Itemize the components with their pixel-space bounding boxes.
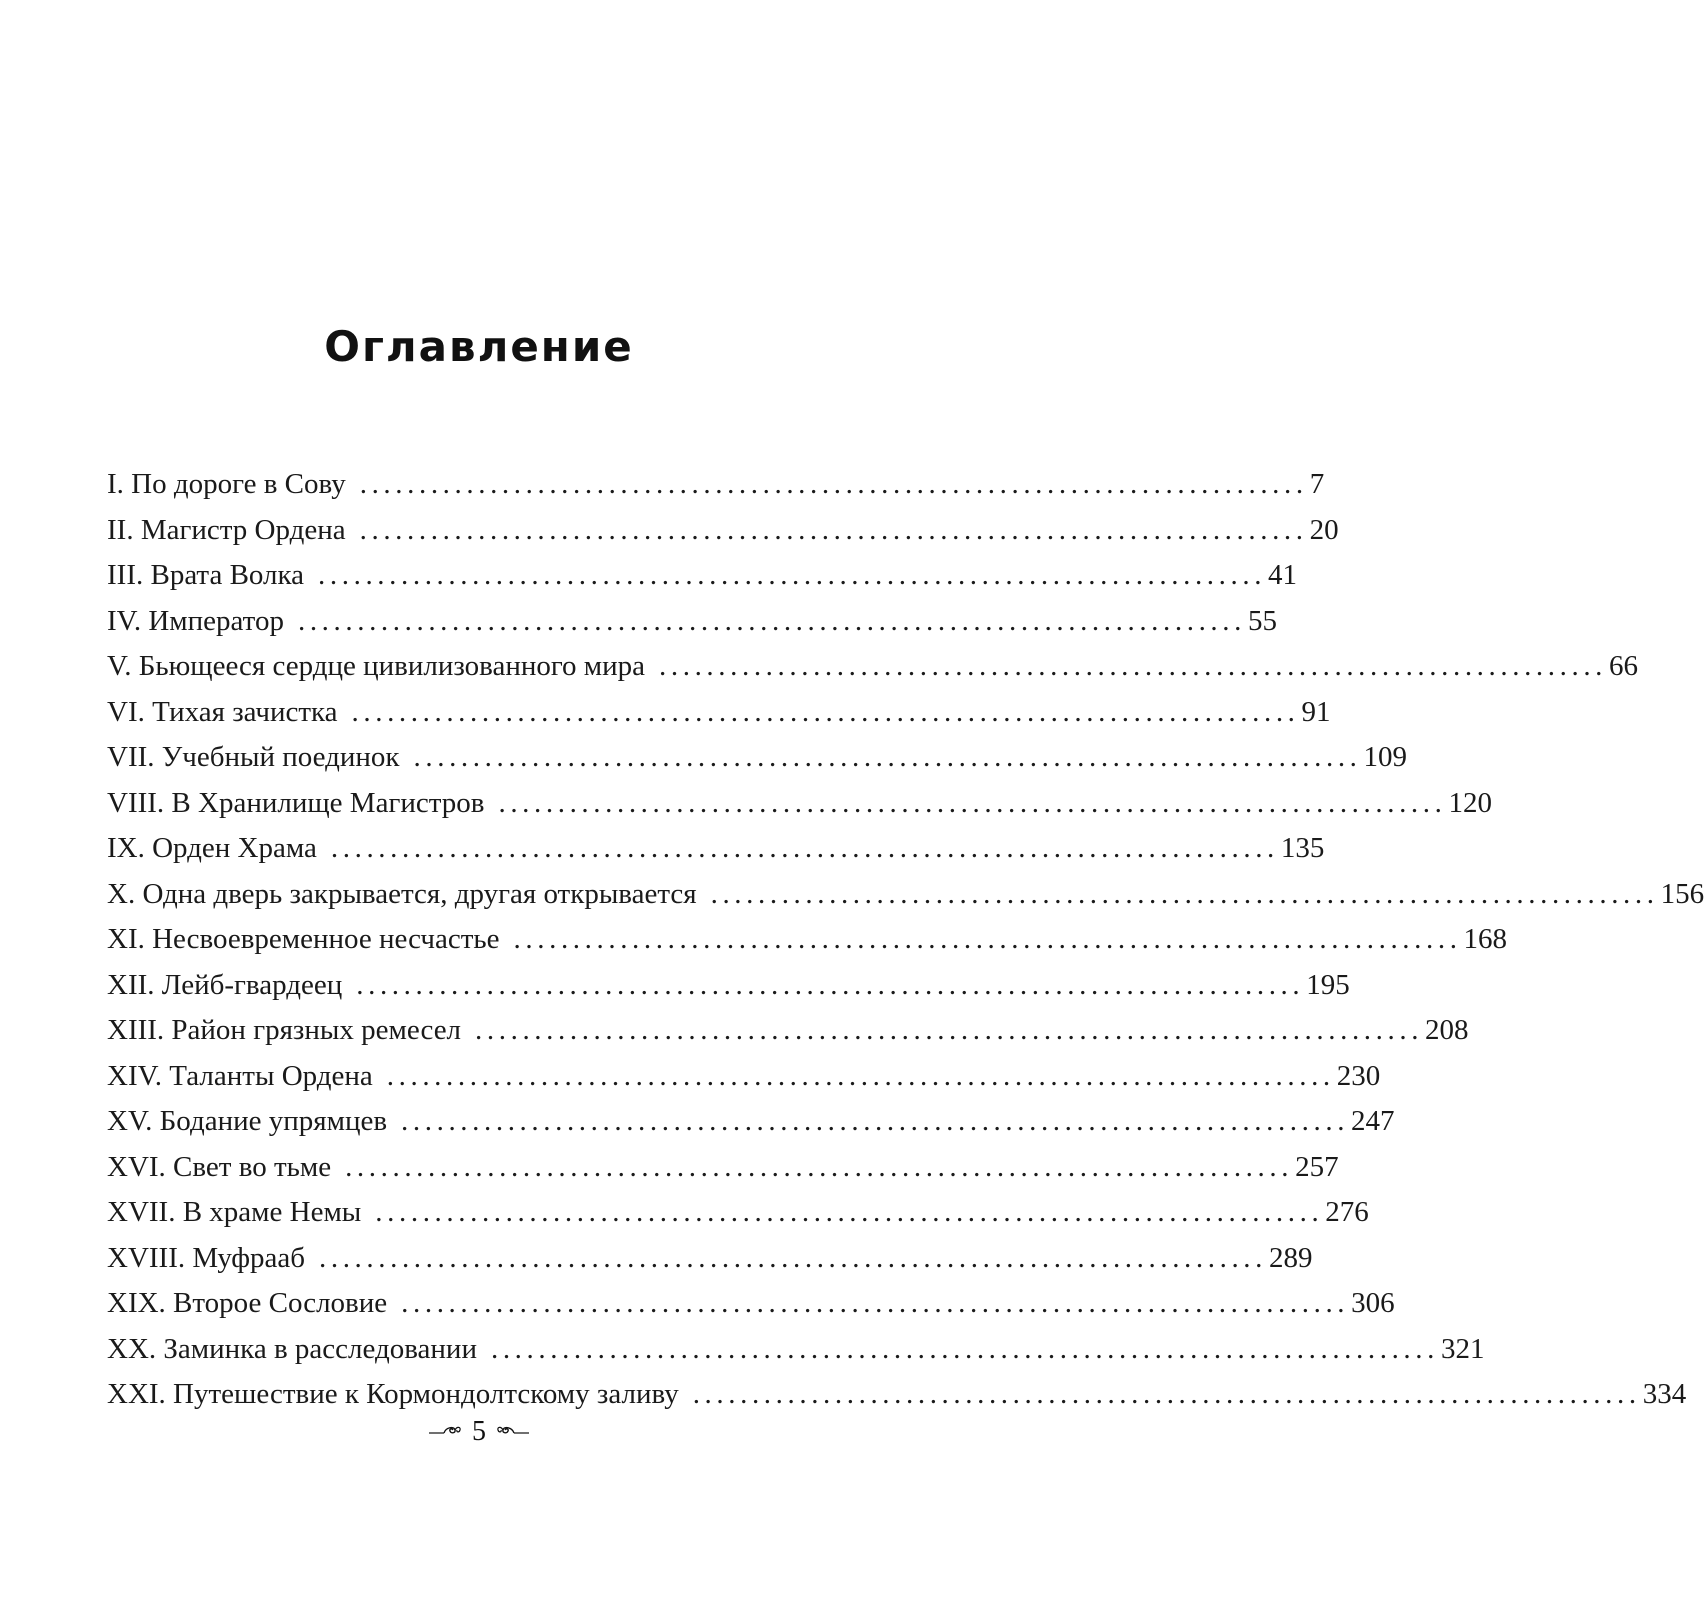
toc-entry (107, 872, 1704, 918)
toc-entry-page: 334 (1642, 1378, 1687, 1410)
toc-entry-label: XV. Бодание упрямцев (107, 1105, 388, 1137)
toc-entry-page: 109 (1363, 741, 1408, 773)
toc-leader-dots: ................................................................................ (498, 786, 1447, 819)
toc-entry-page: 20 (1309, 513, 1339, 546)
toc-entry (107, 553, 1298, 599)
toc-entry-label: XVII. В храме Немы (107, 1196, 362, 1228)
toc-entry-label: II. Магистр Ордена (107, 513, 346, 546)
toc-entry-label: III. Врата Волка (107, 559, 305, 591)
toc-entry-page: 7 (1309, 468, 1325, 500)
toc-entry-label: XVIII. Муфрааб (107, 1241, 305, 1274)
toc-entry-page: 195 (1306, 968, 1350, 1001)
toc-entry (107, 508, 1339, 554)
toc-entry (107, 826, 1325, 872)
toc-leader-dots: ................................................................................ (375, 1196, 1324, 1228)
toc-entry-page: 66 (1609, 650, 1639, 682)
toc-leader-dots: ................................................................................ (330, 832, 1279, 864)
toc-entry-label: I. По дороге в Сову (107, 468, 346, 500)
page-number: 5 (472, 1416, 486, 1447)
toc-entry-label: XI. Несвоевременное несчастье (107, 923, 500, 955)
toc-entry (107, 1190, 1369, 1236)
toc-leader-dots: ................................................................................ (475, 1014, 1424, 1046)
toc-entry (107, 462, 1325, 508)
toc-entry (107, 690, 1331, 736)
toc-leader-dots: ................................................................................ (659, 650, 1608, 682)
toc-leader-dots: ................................................................................ (318, 559, 1267, 591)
toc-entry (107, 1099, 1395, 1145)
page-title: Оглавление (324, 322, 634, 371)
toc-entry-label: VI. Тихая зачистка (107, 695, 338, 728)
toc-entry-label: IV. Император (107, 604, 284, 637)
toc-leader-dots: ................................................................................ (359, 468, 1308, 500)
toc-leader-dots: ................................................................................ (356, 968, 1305, 1001)
toc-entry-page: 289 (1269, 1241, 1313, 1274)
toc-leader-dots: ................................................................................ (359, 513, 1308, 546)
toc-entry (107, 963, 1350, 1009)
toc-entry-page: 247 (1351, 1105, 1395, 1137)
toc-leader-dots: ................................................................................ (692, 1378, 1641, 1410)
page-footer (0, 1416, 958, 1448)
toc-entry-label: XIV. Таланты Ордена (107, 1059, 373, 1092)
toc-entry-label: XXI. Путешествие к Кормондолтскому заливу (107, 1378, 679, 1410)
toc-entry-label: XIII. Район грязных ремесел (107, 1014, 462, 1046)
toc-entry (107, 781, 1492, 827)
toc-entry-page: 230 (1336, 1059, 1381, 1092)
toc-entry (107, 735, 1408, 781)
toc-entry-label: XII. Лейб-гвардеец (107, 968, 343, 1001)
toc-entry (107, 917, 1508, 963)
toc-entry (107, 1008, 1469, 1054)
toc-entry (107, 1145, 1339, 1191)
toc-leader-dots: ................................................................................ (351, 695, 1300, 728)
toc-entry-page: 306 (1351, 1287, 1395, 1319)
toc-entry-page: 257 (1295, 1150, 1339, 1183)
toc-entry (107, 1054, 1381, 1100)
toc-entry-label: VII. Учебный поединок (107, 741, 400, 773)
toc-entry (107, 1327, 1485, 1373)
toc-entry-page: 91 (1301, 695, 1331, 728)
toc-leader-dots: ................................................................................ (401, 1105, 1350, 1137)
toc-entry (107, 1236, 1313, 1282)
toc-entry-page: 156 (1660, 877, 1704, 910)
toc-entry (107, 644, 1639, 690)
toc-entry-page: 276 (1325, 1196, 1369, 1228)
toc-entry-label: X. Одна дверь закрывается, другая открывается (107, 877, 697, 910)
toc-leader-dots: ................................................................................ (386, 1059, 1335, 1092)
toc-leader-dots: ................................................................................ (413, 741, 1362, 773)
scroll-flourish-right-icon (496, 1423, 530, 1442)
toc-leader-dots: ................................................................................ (710, 877, 1659, 910)
toc-leader-dots: ................................................................................ (513, 923, 1462, 955)
toc-entry-label: V. Бьющееся сердце цивилизованного мира (107, 650, 646, 682)
toc-entry-page: 135 (1280, 832, 1325, 864)
toc-leader-dots: ................................................................................ (297, 604, 1246, 637)
toc-entry-label: XX. Заминка в расследовании (107, 1332, 477, 1365)
toc-entry-page: 55 (1247, 604, 1277, 637)
toc-entry (107, 1372, 1687, 1418)
toc-entry-page: 208 (1425, 1014, 1469, 1046)
toc-leader-dots: ................................................................................ (345, 1150, 1294, 1183)
toc-entry (107, 599, 1277, 645)
toc-leader-dots: ................................................................................ (319, 1241, 1267, 1274)
toc-entry-label: IX. Орден Храма (107, 832, 317, 864)
scroll-flourish-left-icon (428, 1423, 462, 1442)
toc-entry-page: 41 (1268, 559, 1298, 591)
toc-entry (107, 1281, 1395, 1327)
toc-leader-dots: ................................................................................ (401, 1287, 1350, 1319)
toc-entry-page: 321 (1440, 1332, 1485, 1365)
table-of-contents (107, 462, 1704, 1418)
toc-entry-page: 168 (1463, 923, 1508, 955)
toc-entry-label: XIX. Второе Сословие (107, 1287, 388, 1319)
toc-entry-label: VIII. В Хранилище Магистров (107, 786, 485, 819)
toc-entry-label: XVI. Свет во тьме (107, 1150, 332, 1183)
toc-leader-dots: ................................................................................ (490, 1332, 1439, 1365)
toc-entry-page: 120 (1448, 786, 1492, 819)
